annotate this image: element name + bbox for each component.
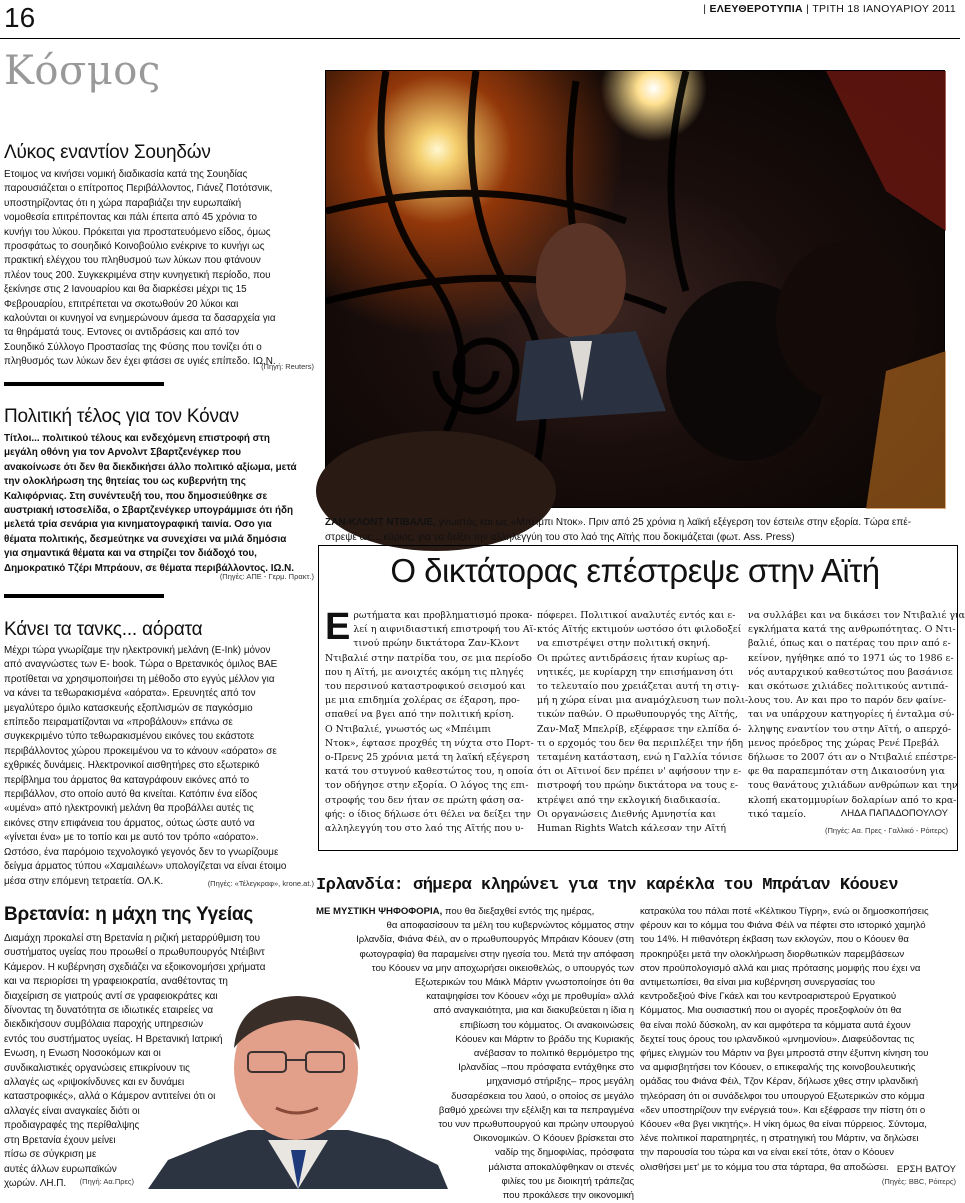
- text-line: μηχανισμό στήριξης– προς μεγάλη: [486, 1076, 634, 1088]
- text-line: τι ο ερχομός του δεν θα περιπλέξει την ήδη: [537, 737, 743, 749]
- text-line: κατά του στυγνού καθεστώτος του, η οποία: [325, 766, 534, 778]
- text-line: το τελευταίο που χρειάζεται αυτή τη στιγ-: [537, 681, 740, 693]
- ireland-headline: Ιρλανδία: σήμερα κληρώνει για την καρέκλα του Μπράιαν Κόουεν: [316, 876, 899, 895]
- text-line: τον οδήγησε στην εξορία. Ο λόγος της επι-: [325, 780, 529, 792]
- haiti-photo: [325, 70, 945, 508]
- text-line: ολισθήσει μετ' με το κόμμα του στα τάρταρα, θα αποδώσει.: [640, 1161, 889, 1173]
- text-line: νός αυταρχικού καθεστώτος που βασάνισε: [748, 666, 953, 678]
- ireland-lead: ΜΕ ΜΥΣΤΙΚΗ ΨΗΦΟΦΟΡΙΑ,: [316, 906, 443, 917]
- text-line: του περσινού καταστροφικού σεισμού και: [325, 681, 526, 693]
- text-line: Κόμματος. Μια ουσιαστική που οι αγορές προεξοφλούν ότι θα: [640, 1005, 902, 1017]
- text-line: αλλαγές ως «ριψοκίνδυνες και εν δυνάμει: [4, 1077, 185, 1089]
- ireland-right: [640, 905, 956, 1175]
- page-header: | ΕΛΕΥΘΕΡΟΤΥΠΙΑ | ΤΡΙΤΗ 18 ΙΑΝΟΥΑΡΙΟΥ 2011: [703, 3, 956, 15]
- header-rule: [0, 38, 960, 39]
- tanks-body: [4, 644, 314, 889]
- text-line: «δεν υποστηρίζουν την ενέργειά του». Και εξέφρασε την πίστη ότι ο: [640, 1104, 926, 1116]
- text-line: λένε πολιτικοί παρατηρητές, η στρατηγική του Μάρτιν, να δηλώσει: [640, 1133, 919, 1145]
- text-line: βαθμό χρεώνει την εξέλιξη και τα πεπραγμένα: [438, 1104, 634, 1116]
- text-line: διεκδικήσουν συμβόλαια παροχής υπηρεσιών: [4, 1019, 204, 1031]
- text-line: πίσω σε σύγκριση με: [4, 1149, 97, 1161]
- text-line: Ο Ντιβαλιέ, γνωστός ως «Μπέιμπι: [325, 723, 492, 735]
- haiti-headline: Ο δικτάτορας επέστρεψε στην Αϊτή: [390, 552, 880, 589]
- divider: [4, 594, 164, 598]
- text-line: φήμες ελιγμών του Μάρτιν να βγει μπροστά στην έξυπνη κίνηση του: [640, 1048, 929, 1060]
- text-line: Δημοκρατικό Τζέρι Μπράουν, σε θέματα περιβάλλοντος. ΙΩ.Ν.: [4, 562, 295, 574]
- haiti-col-3: [748, 609, 965, 822]
- text-line: Σουηδικό Σύλλογο Προστασίας της Φύσης που τονίζει ότι ο: [4, 341, 262, 353]
- text-line: ναδίρ της δημοφιλίας, πρόσφατα: [495, 1147, 634, 1159]
- text-line: παρουσιάζεται ο επίτροπος Περιβάλλοντος, Γιάνεζ Ποτότσνικ,: [4, 183, 273, 195]
- text-line: μελετά τρία σενάρια για κινηματογραφική ταινία. Οσο για: [4, 519, 272, 531]
- text-line: την ολοκλήρωση της θητείας του ως κυβερνήτη της: [4, 476, 246, 488]
- text-line: φέρουν και το κόμμα του Φιάνα Φέιλ να πέφτει στο ιστορικό χαμηλό: [640, 920, 926, 932]
- text-line: πλέον τους 200. Συγκεκριμένα στην κυνηγετική περίοδο, που: [4, 269, 271, 281]
- text-line: μάλιστα αποκαλύφθηκαν οι στενές: [488, 1161, 634, 1173]
- haiti-col-1-text: [325, 606, 537, 836]
- header-paper: ΕΛΕΥΘΕΡΟΤΥΠΙΑ: [709, 3, 803, 15]
- text-line: ανέβασαν το πολιτικό θερμόμετρο της: [473, 1048, 634, 1060]
- text-line: εχθρικές δυνάμεις. Ηλεκτρονικοί αισθητήρες στο εξωτερικό: [4, 760, 260, 772]
- text-line: βαλιέ, όπως και ο πατέρας του πριν από ε-: [748, 638, 951, 650]
- text-line: ότι οι Αϊτινοί δεν πρέπει ν' αφήσουν την ε-: [537, 766, 742, 778]
- text-line: περιβάλλοντος χώρου προκειμένου να το κάνουν «αόρατο» σε: [4, 745, 277, 757]
- text-line: πόφερει. Πολιτικοί αναλυτές εντός και ε-: [537, 610, 736, 621]
- text-line: Οι πρώτες αντιδράσεις ήταν κυρίως αρ-: [537, 652, 728, 664]
- text-line: αυτές άλλων ευρωπαϊκών: [4, 1163, 117, 1175]
- text-line: που η Αϊτή, με ανοιχτές ακόμη τις πληγές: [325, 666, 524, 678]
- wolves-title: Λύκος εναντίον Σουηδών: [4, 142, 211, 163]
- text-line: ται να υπάρχουν κατηγορίες ή ένταλμα σύ-: [748, 709, 955, 721]
- text-line: κεντροδεξιού Φίνε Γκάελ και του κεντροαριστερού Εργατικού: [640, 991, 897, 1003]
- text-line: νητικές, με κυρίαρχη την επισήμανση ότι: [537, 666, 734, 678]
- text-line: τηλεόραση ότι οι συνάδελφοι του υπουργού Εξωτερικών στο κόμμα: [640, 1090, 925, 1102]
- conan-body: [4, 432, 314, 576]
- text-line: αλληλεγγύη του στο λαό της Αϊτής που υ-: [325, 823, 524, 835]
- text-line: που προκάλεσε την οικονομική: [502, 1190, 634, 1202]
- text-line: «γίνεται ένα» με το τοπίο και με αυτό τον τρόπο «αόρατο».: [4, 832, 259, 844]
- ireland-left: [316, 905, 634, 1203]
- section-title: Κόσμος: [4, 48, 161, 94]
- text-line: Οι οργανώσεις Διεθνής Αμνηστία και: [537, 808, 717, 820]
- text-line: Οικονομικών. Ο Κόουεν βρίσκεται στο: [473, 1133, 634, 1145]
- text-line: Ετοιμος να κινήσει νομική διαδικασία κατά της Σουηδίας: [4, 169, 248, 180]
- text-line: Ωστόσο, ένα παρόμοιο τεχνολογικό γεγονός δεν το γνωρίζουμε: [4, 846, 279, 858]
- text-line: συγκεκριμένο τύπο τεθωρακισμένου εικόνες του εκάστοτε: [4, 731, 255, 743]
- text-line: να αμφισβητήσει τον Κόουεν, ο επικεφαλής της κοινοβουλευτικής: [640, 1062, 916, 1074]
- text-line: θα είναι πολύ δύσκολη, αν και αμφότερα τα κόμματα αυτά έχουν: [640, 1019, 911, 1031]
- haiti-col-2: [537, 609, 749, 836]
- text-line: λους του. Αν και προ το παρόν δεν φαίνε-: [748, 695, 947, 707]
- text-line: φωτογραφία) θα παραμείνει στην ηγεσία του. Μετά την απόφαση: [359, 948, 634, 960]
- text-line: ομάδας του Φιάνα Φέιλ, Τζον Κέραν, δήλωσε χθες στην ιρλανδική: [640, 1076, 919, 1088]
- text-line: δίνοντας τη δυνατότητα σε ιδιωτικές εταιρείες να: [4, 1005, 214, 1017]
- divider: [4, 382, 164, 386]
- text-line: Ζαν-Μαξ Μπελρίβ, εξέφρασε την ελπίδα ό-: [537, 723, 742, 735]
- text-line: να συλλάβει και να δικάσει τον Ντιβαλιέ για: [748, 610, 965, 621]
- text-line: εικόνες στην επιφάνεια του άρματος, ούτως ώστε αυτό να: [4, 817, 255, 829]
- text-line: ανακοίνωσε ότι δεν θα διεκδικήσει άλλο πολιτικό αξίωμα, μετά: [4, 461, 297, 473]
- text-line: εγκλήματα κατά της ανθρωπότητας. Ο Ντι-: [748, 624, 956, 636]
- text-line: κτός Αϊτής εκτιμούν ωστόσο ότι φιλοδοξεί: [537, 624, 742, 636]
- text-line: με μια επιδημία χολέρας σε έξαρση, προ-: [325, 695, 520, 707]
- text-line: περίβλημα του άρματος θα καταγράφουν εικόνες από το: [4, 774, 250, 786]
- caption-name: ΖΑΝ-ΚΛΟΝΤ ΝΤΙΒΑΛΙΕ,: [325, 517, 436, 528]
- text-line: εντός του συστήματος υγείας. Η Βρετανική Ιατρική: [4, 1033, 223, 1045]
- text-line: μεγαλύτερο όμιλο κατασκευής εξοπλισμών σε παγκόσμιο: [4, 702, 253, 714]
- text-line: από αναγκαιότητα, μια και διακυβεύεται η ίδια η: [433, 1005, 634, 1017]
- text-line: να κάνει τα τεθωρακισμένα «αόρατα». Ερευνητές από τον: [4, 688, 256, 700]
- text-line: τους θανάτους χιλιάδων ανθρώπων και την: [748, 780, 958, 792]
- text-line: δήλωσε το 2007 ότι αν ο Ντιβαλιέ επέστρε-: [748, 752, 957, 764]
- header-date: ΤΡΙΤΗ 18 ΙΑΝΟΥΑΡΙΟΥ 2011: [812, 3, 956, 15]
- text-line: περιβάλλον, στο οποίο αυτό θα κινείται. Κατόπιν ένα είδος: [4, 789, 258, 801]
- text-line: Κόουεν και Μάρτιν το βράδυ της Κυριακής: [455, 1033, 634, 1045]
- text-line: του Κόουεν να μην αποχωρήσει οικειοθελώς, ο υπουργός των: [371, 962, 634, 974]
- text-line: πληθυσμός των λύκων δεν έχει φτάσει σε υγιές επίπεδο. ΙΩ.Ν.: [4, 356, 276, 368]
- text-line: Ιρλανδία, Φιάνα Φέιλ, αν ο πρωθυπουργός Μπράιαν Κόουεν (στη: [356, 934, 634, 946]
- text-line: του νυν πρωθυπουργού και πρώην υπουργού: [438, 1119, 634, 1131]
- text-line: του 14%. Η πιθανότερη έκβαση των εκλογών, που ο Κόουεν θα: [640, 934, 909, 946]
- text-line: Κάμερον. Η κυβέρνηση σχεδιάζει να εξοικονομήσει χρήματα: [4, 961, 266, 973]
- text-line: καταψηφίσει τον Κόουεν «όχι με προθυμία» αλλά: [426, 991, 634, 1003]
- text-line: καλούνται οι κυνηγοί να ενημερώνουν άμεσα τα δασαρχεία για: [4, 313, 276, 325]
- text-line: σπαθεί να βγει από την πολιτική κρίση.: [325, 709, 514, 721]
- conan-source: (Πηγές: ΑΠΕ - Γερμ. Πρακτ.): [219, 572, 314, 581]
- text-line: Εξωτερικών του Μάικλ Μάρτιν γνωστοποίησε ότι θα: [414, 977, 634, 989]
- text-line: στροφής του δεν ήταν σε πρώτη φάση σα-: [325, 794, 524, 806]
- text-line: λληψης εναντίον του στην Αϊτή, ο απερχό-: [748, 723, 952, 735]
- text-line: τικό ταμείο.: [748, 808, 807, 820]
- text-line: νομοθεσία επιτρέποντας και πάλι έπειτα από 45 χρόνια το: [4, 212, 258, 224]
- tanks-title: Κάνει τα τανκς... αόρατα: [4, 619, 203, 640]
- uk-source: (Πηγή: Αα.Πρες): [79, 1177, 134, 1186]
- haiti-col-1: [325, 606, 537, 836]
- text-line: και να περιορίσει τη γραφειοκρατία, αναθέτοντας τη: [4, 976, 228, 988]
- text-line: προκηρύξει μετά την ολοκλήρωση διορθωτικών παρεμβάσεων: [640, 948, 905, 960]
- ireland-left-first: που θα διεξαχθεί εντός της ημέρας,: [442, 906, 595, 917]
- text-line: φιλίες του με διοικητή τράπεζας: [501, 1175, 634, 1187]
- text-line: δυσαρέσκεια του λαού, ο οποίος σε μεγάλο: [451, 1090, 634, 1102]
- text-line: δεχτεί τους όρους του ιρλανδικού «μνημονίου». Διαφεύδοντας τις: [640, 1033, 915, 1045]
- text-line: αυστριακή ιστοσελίδα, ο Σβαρτζενέγκερ υπογράμμισε ότι ήδη: [4, 505, 294, 517]
- text-line: λεί η αιφνιδιαστική επιστροφή του Αϊ-: [353, 624, 537, 636]
- text-line: συστήματος υγείας που προωθεί ο πρωθυπουργός Ντέιβιντ: [4, 947, 265, 959]
- text-line: κτρέψει από την εκλογική διαδικασία.: [537, 794, 721, 806]
- caption-line-1: γνωστός και ως «Μπέιμπι Ντοκ». Πριν από 25 χρόνια η λαϊκή εξέγερση τον έστειλε στην εξορία. Τώρα επέ-: [435, 517, 912, 528]
- text-line: δείγμα άρματος τύπου «Χαμαιλέων» υπολογίζεται να είναι έτοιμο: [4, 861, 287, 873]
- haiti-source: (Πηγές: Αα. Πρες - Γαλλικό - Ρόιτερς): [824, 826, 948, 835]
- text-line: προτίθεται να χρησιμοποιήσει τη μέθοδο στο εγγύς μέλλον για: [4, 673, 275, 685]
- text-line: επιβίωση του κόμματος. Οι ανακοινώσεις: [459, 1019, 634, 1031]
- text-line: την παρουσία του τώρα και να είναι εκεί τότε, όταν ο Κόουεν: [640, 1147, 894, 1159]
- photo-caption: [325, 515, 955, 545]
- wolves-source: (Πηγή: Reuters): [261, 362, 314, 371]
- caption-line-2: στρεψε ως... κύριος, για να δείξει την αλληλεγγύη του στο λαό της Αϊτής που δοκιμάζεται (φωτ. Ass. Press): [325, 532, 795, 543]
- text-line: να επιστρέψει στην πολιτική σκηνή.: [537, 638, 711, 650]
- text-line: Ντιβαλιέ στην πατρίδα του, σε μια περίοδο: [325, 652, 532, 664]
- wolves-body: [4, 168, 314, 370]
- text-line: καταστροφικές», αλλά ο Κάμερον αντιτείνει ότι οι: [4, 1091, 216, 1103]
- uk-title: Βρετανία: η μάχη της Υγείας: [4, 904, 254, 925]
- text-line: επίπεδο πειραματίζονται να «προβάλουν» επάνω σε: [4, 717, 233, 729]
- text-line: Μέχρι τώρα γνωρίζαμε την ηλεκτρονική μελάνη (E-Ink) μόνον: [4, 645, 271, 656]
- text-line: τα θηράματά τους. Εντονες οι αντιδράσεις και από τον: [4, 327, 240, 339]
- text-line: για σημαντικά θέματα και να στηρίζει τον διάδοχό του,: [4, 548, 257, 560]
- text-line: υποστηρίζοντας ότι η χώρα παραβιάζει την ευρωπαϊκή: [4, 197, 242, 209]
- page-number: 16: [4, 2, 36, 33]
- text-line: μή η χώρα είναι μια αναμόχλευση των πολι-: [537, 695, 749, 707]
- text-line: Ιρλανδίας –που πρόσφατα εντάχθηκε στο: [458, 1062, 634, 1074]
- text-line: τικών παθών. Ο πρωθυπουργός της Αϊτής,: [537, 709, 738, 721]
- text-line: από αναγνώστες των E- book. Τώρα ο Βρετανικός όμιλος ΒΑΕ: [4, 659, 278, 671]
- ireland-author: ΕΡΣΗ ΒΑΤΟΥ: [896, 1164, 956, 1175]
- text-line: Ντοκ», έφτασε προχθές τη νύχτα στο Πορτ-: [325, 737, 534, 749]
- text-line: κείνον, ηγήθηκε από το 1971 ώς το 1986 ε-: [748, 652, 954, 664]
- text-line: χωρών. ΛΗ.Π.: [4, 1177, 67, 1189]
- text-line: ο-Πρενς 25 χρόνια μετά τη λαϊκή εξέγερση: [325, 752, 530, 764]
- text-line: Φεβρουαρίου, επιτρέπεται να σκοτωθούν 20 λύκοι και: [4, 298, 239, 310]
- text-line: Καλιφόρνιας. Στη συνέντευξή του, που δημοσιεύθηκε σε: [4, 490, 268, 502]
- text-line: θα αποφασίσουν τα μέλη του κυβερνώντος κόμματος στην: [386, 920, 634, 932]
- text-line: Τίτλοι... πολιτικού τέλους και ενδεχόμενη επιστροφή στη: [4, 433, 270, 444]
- text-line: Κόουεν «θα βγει νικητής». Η νίκη όμως θα είναι πύρρειος. Σύντομα,: [640, 1119, 927, 1131]
- text-line: μεγάλη οθόνη για τον Αρνολντ Σβαρτζενέγκερ που: [4, 447, 241, 459]
- text-line: ξεκίνησε στις 2 Ιανουαρίου και θα διαρκέσει μέχρι τις 15: [4, 284, 247, 296]
- text-line: προσφάτως το σουηδικό Κοινοβούλιο ενέκρινε το κυνήγι ως: [4, 241, 265, 253]
- text-line: και σκότωσε χιλιάδες πολιτικούς αντιπά-: [748, 681, 949, 693]
- text-line: Διαμάχη προκαλεί στη Βρετανία η ριζική μεταρρύθμιση του: [4, 933, 261, 944]
- text-line: Ενωση, η Ενωση Νοσοκόμων και οι: [4, 1048, 161, 1060]
- text-line: μενος πρόεδρος της χώρας Ρενέ Πρεβάλ: [748, 737, 940, 749]
- text-line: στη Βρετανία έχουν μείνει: [4, 1134, 116, 1146]
- text-line: φε θα παραπεμπόταν στη Δικαιοσύνη για: [748, 766, 945, 778]
- text-line: αντιμετωπίσει, θα είναι μια κυβέρνηση συνεργασίας του: [640, 977, 875, 989]
- text-line: κλοπή εκατομμυρίων δολαρίων από το κρα-: [748, 794, 957, 806]
- ireland-left-text: [316, 919, 634, 1203]
- text-line: πρακτική ελέγχου του πληθυσμού των λύκων που φτάνουν: [4, 255, 261, 267]
- tanks-source: (Πηγές: «Τέλεγκραφ», krone.at.): [207, 879, 314, 888]
- text-line: κατρακύλα του πάλαι ποτέ «Κέλτικου Τίγρη», ενώ οι δημοσκοπήσεις: [640, 906, 929, 917]
- text-line: προδιαγραφές της περίθαλψης: [4, 1120, 140, 1132]
- text-line: μέσα στην επόμενη τετραετία. ΟΛ.Κ.: [4, 875, 164, 887]
- ireland-source: (Πηγές: BBC, Ρόιτερς): [881, 1177, 956, 1186]
- text-line: συνδικαλιστικές οργανώσεις επικρίνουν τις: [4, 1062, 190, 1074]
- conan-title: Πολιτική τέλος για τον Κόναν: [4, 406, 239, 427]
- text-line: τινού πρώην δικτάτορα Ζαν-Κλοντ: [353, 638, 520, 650]
- drop-cap: Ε: [325, 606, 351, 648]
- text-line: ρωτήματα και προβληματισμό προκα-: [353, 610, 533, 621]
- text-line: Human Rights Watch κάλεσαν την Αϊτή: [537, 823, 726, 835]
- text-line: διαχείριση σε γιατρούς αντί σε γραφειοκράτες και: [4, 990, 218, 1002]
- text-line: κυνήγι του λύκου. Πρόκειται για προστατευόμενο είδος, όμως: [4, 226, 271, 238]
- text-line: στον προϋπολογισμό αλλά και μιας πρότασης μομφής που έχει να: [640, 962, 921, 974]
- text-line: τεταμένη κατάσταση, ενώ η Γαλλία τόνισε: [537, 752, 743, 764]
- text-line: πιστροφή του πρώην δικτάτορα να τους ε-: [537, 780, 739, 792]
- haiti-author: ΛΗΔΑ ΠΑΠΑΔΟΠΟΥΛΟΥ: [840, 808, 948, 819]
- text-line: «υμένα» από ηλεκτρονική μελάνη θα προβάλλει αυτές τις: [4, 803, 254, 815]
- text-line: θέματα πολιτικής, δεσμεύτηκε να συνεχίσει να μιλά δημόσια: [4, 533, 287, 545]
- text-line: φής: ο ίδιος δήλωσε ότι θέλει να δείξει την: [325, 808, 531, 820]
- text-line: αλλαγές είναι αναγκαίες διότι οι: [4, 1105, 140, 1117]
